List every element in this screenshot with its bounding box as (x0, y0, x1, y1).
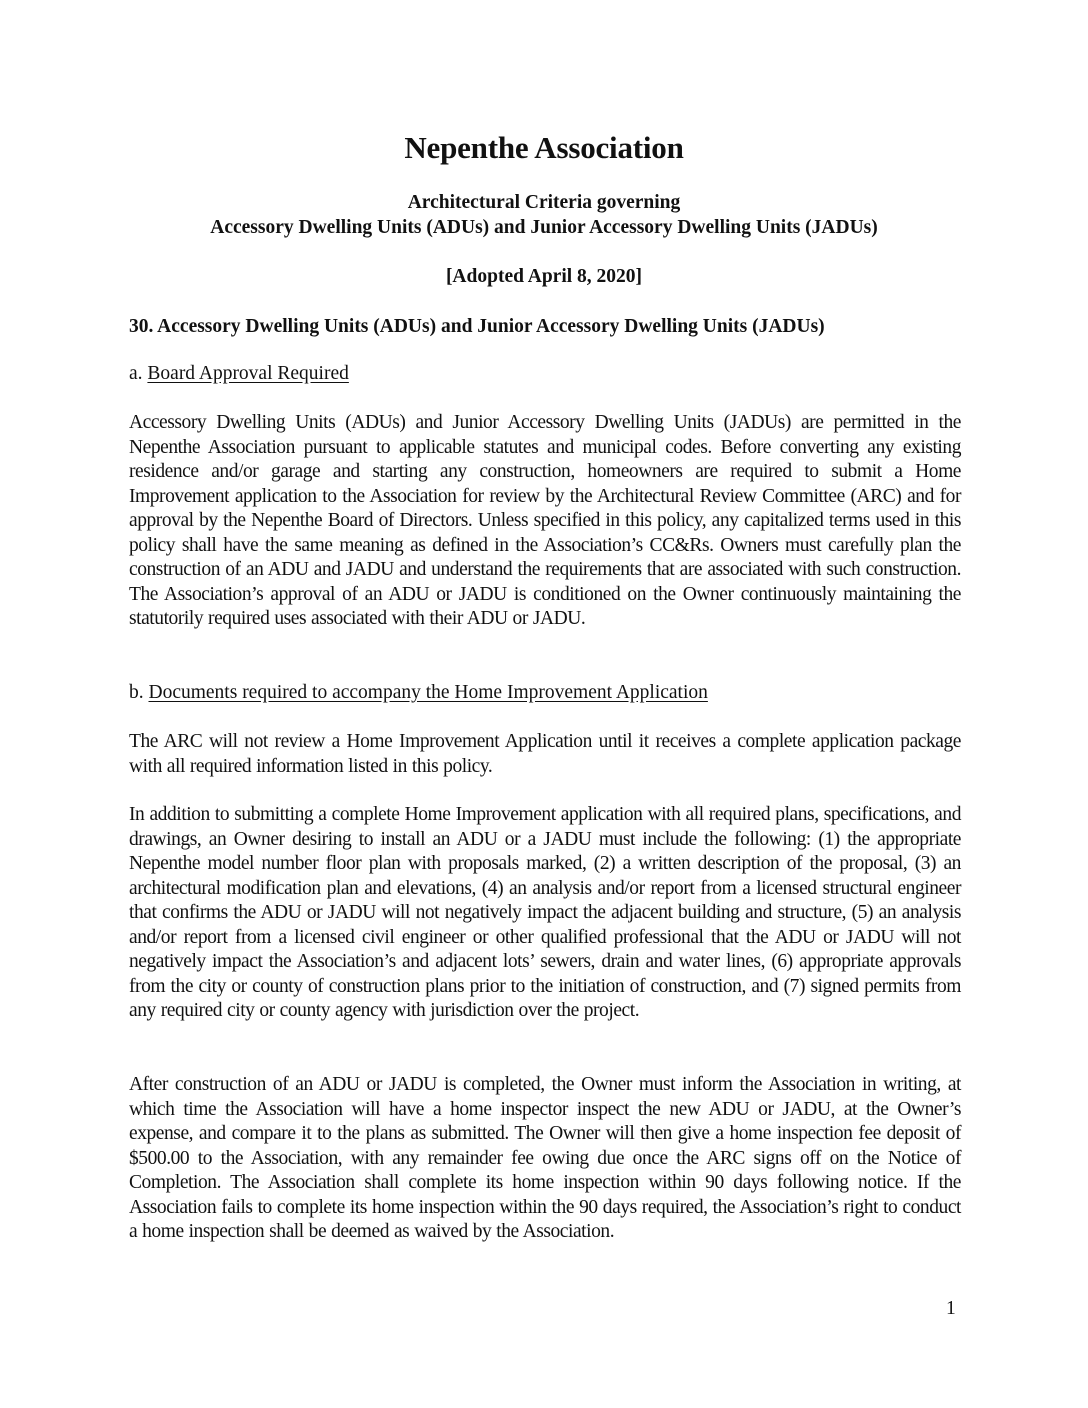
subsection-b-title: Documents required to accompany the Home Improvement Application (148, 682, 708, 703)
subsection-a-heading (129, 362, 961, 387)
subsection-a-prefix: a. (129, 363, 148, 384)
subsection-b-paragraph-1: The ARC will not review a Home Improvement Application until it receives a complete application package with all required information listed in this policy. (129, 731, 961, 777)
subtitle-line-2: Accessory Dwelling Units (ADUs) and Junior Accessory Dwelling Units (JADUs) (210, 217, 878, 238)
subsection-b-paragraph-2: In addition to submitting a complete Home Improvement application with all required plans, specifications, and drawings, an Owner desiring to install an ADU or a JADU must include the following: (1) the appropriate Nepenthe model number floor plan with proposals marked, (2) a written description of the proposal, (3) an architectural modification plan and elevations, (4) an analysis and/or report from a licensed structural engineer that confirms the ADU or JADU will not negatively impact the adjacent building and structure, (5) an analysis and/or report from a licensed civil engineer or other qualified professional that the ADU or JADU will not negatively impact the Association’s and adjacent lots’ sewers, drain and water lines, (6) appropriate approvals from the city or county of construction plans prior to the initiation of construction, and (7) signed permits from any required city or county agency with jurisdiction over the project. (129, 804, 961, 1021)
subtitle-line-1: Architectural Criteria governing (407, 192, 681, 213)
adoption-date: [Adopted April 8, 2020] (445, 266, 643, 287)
subsection-a-paragraph-1: Accessory Dwelling Units (ADUs) and Junior Accessory Dwelling Units (JADUs) are permitted in the Nepenthe Association pursuant to applicable statutes and municipal codes. Before converting any existing residence and/or garage and starting any construction, homeowners are required to submit a Home Improvement application to the Association for review by the Architectural Review Committee (ARC) and for approval by the Nepenthe Board of Directors. Unless specified in this policy, any capitalized terms used in this policy shall have the same meaning as defined in the Association’s CC&Rs. Owners must carefully plan the construction of an ADU and JADU and understand the requirements that are associated with such construction. The Association’s approval of an ADU or JADU is conditioned on the Owner continuously maintaining the statutorily required uses associated with their ADU or JADU. (129, 412, 961, 629)
section-heading: 30. Accessory Dwelling Units (ADUs) and Junior Accessory Dwelling Units (JADUs) (129, 316, 825, 337)
subsection-b-paragraph-3: After construction of an ADU or JADU is completed, the Owner must inform the Association in writing, at which time the Association will have a home inspector inspect the new ADU or JADU, at the Owner’s expense, and compare it to the plans as submitted. The Owner will then give a home inspection fee deposit of $500.00 to the Association, with any remainder fee owing due once the ARC signs off on the Notice of Completion. The Association shall complete its home inspection within 90 days following notice. If the Association fails to complete its home inspection within the 90 days required, the Association’s right to conduct a home inspection shall be deemed as waived by the Association. (129, 1074, 961, 1242)
page-number: 1 (946, 1298, 956, 1319)
subsection-b-prefix: b. (129, 682, 149, 703)
subsection-a-title: Board Approval Required (147, 363, 349, 384)
document-subtitle (0, 190, 1088, 240)
subsection-b-heading (129, 681, 961, 706)
document-title: Nepenthe Association (404, 130, 684, 165)
